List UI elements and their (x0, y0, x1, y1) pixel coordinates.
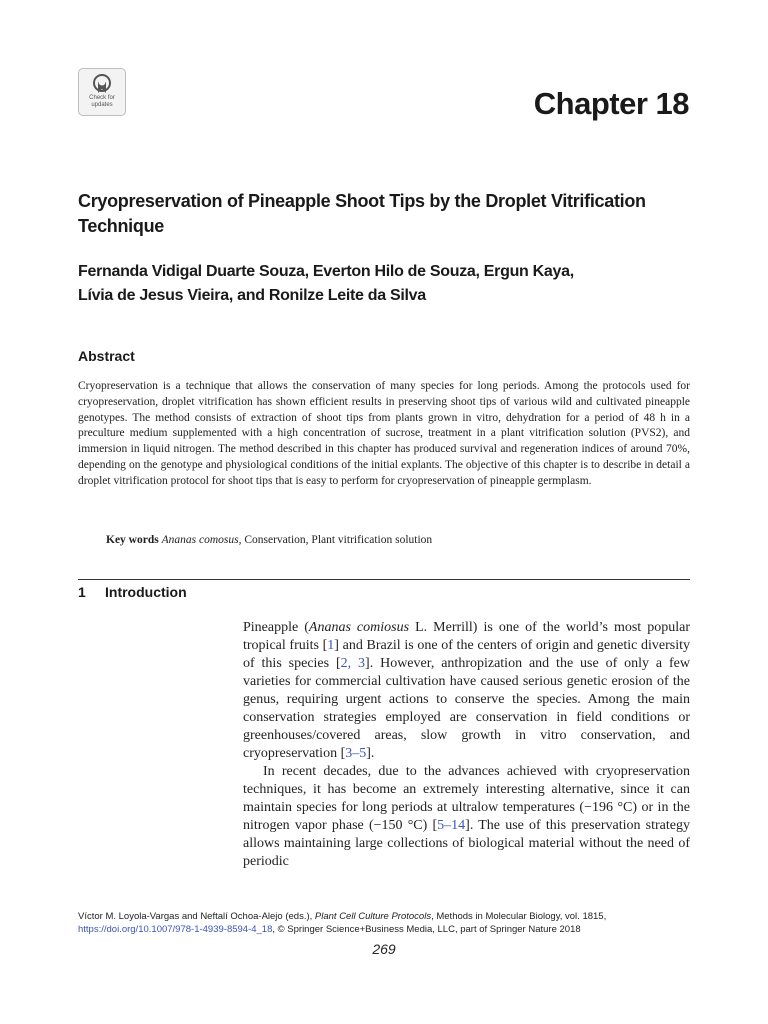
doi-link[interactable]: https://doi.org/10.1007/978-1-4939-8594-4_18 (78, 923, 273, 935)
author-line-1: Fernanda Vidigal Duarte Souza, Everton Hilo de Souza, Ergun Kaya, (78, 263, 574, 280)
text-run: Pineapple ( (243, 620, 309, 635)
badge-label-line2: updates (91, 102, 113, 108)
intro-paragraph-2 (243, 763, 690, 871)
section-heading (78, 584, 187, 600)
citation-link[interactable]: 1 (327, 638, 335, 653)
text-run: ] and Brazil is one of the centers of origin and genetic diversity of this species [ (243, 638, 690, 671)
check-for-updates-badge[interactable] (78, 68, 126, 116)
text-run: ]. However, anthropization and the use of only a few varieties for commercial cultivation have caused serious genetic erosion of the genus, requiring urgent actions to conserve the species. Among the main conservation strategies employed are conservation in field conditions or greenhouses/covered areas, slow growth in vitro conservation, and cryopreservation [ (243, 656, 690, 761)
footer-line-2 (78, 924, 698, 937)
text-run: ]. (366, 746, 375, 761)
text-run: In recent decades, due to the advances achieved with cryopreservation techniques, it has become an extremely interesting alternative, since it can maintain species for long periods at ultralow temperatures (−196 °C) or in the nitrogen vapor phase (−150 °C) [ (243, 764, 690, 833)
chapter-title: Cryopreservation of Pineapple Shoot Tips by the Droplet Vitrification Technique (78, 191, 646, 236)
author-list (78, 260, 698, 308)
keywords-label: Key words (106, 534, 159, 546)
author-line-2: Lívia de Jesus Vieira, and Ronilze Leite da Silva (78, 287, 426, 304)
keywords-rest: , Conservation, Plant vitrification solution (238, 534, 433, 546)
text-run: , © Springer Science+Business Media, LLC, part of Springer Nature 2018 (272, 923, 581, 935)
page-number: 269 (372, 941, 396, 957)
section-number: 1 (78, 584, 86, 600)
book-title: Plant Cell Culture Protocols (314, 911, 432, 922)
text-run: , Methods in Molecular Biology, vol. 1815, (431, 911, 607, 922)
keyword-species: Ananas comosus (161, 534, 239, 546)
intro-paragraph-1 (243, 619, 690, 763)
badge-label-line1: Check for (89, 95, 115, 101)
text-run: L. Merrill) is one of the world’s most popular tropical fruits [ (243, 620, 690, 653)
section-title: Introduction (105, 584, 187, 600)
keywords-line (106, 533, 696, 548)
citation-link[interactable]: 2, 3 (340, 656, 366, 671)
abstract-body: Cryopreservation is a technique that allows the conservation of many species for long periods. Among the protocols used for cryopreservation, droplet vitrification has shown efficient results in preserving shoot tips of various wild and cultivated pineapple genotypes. The method consists of extraction of shoot tips from plants grown in vitro, dehydration for a period of 48 h in a preculture medium supplemented with a high concentration of sucrose, treatment in a plant vitrification solution (PVS2), and immersion in liquid nitrogen. The method described in this chapter has produced survival and regeneration indices of around 70%, depending on the genotype and physiological conditions of the initial explants. The objective of this chapter is to describe in detail a droplet vitrification protocol for shoot tips that is easy to perform for cryopreservation of pineapple germplasm. (78, 380, 690, 487)
citation-footer (78, 911, 698, 936)
chapter-label: Chapter 18 (533, 86, 689, 121)
text-run: ]. The use of this preservation strategy allows maintaining large collections of biological material without the need of periodic (243, 818, 690, 869)
introduction-body (243, 619, 690, 871)
abstract-heading: Abstract (78, 348, 135, 364)
footer-line-1 (78, 911, 698, 924)
text-run: Víctor M. Loyola-Vargas and Neftalí Ochoa-Alejo (eds.), (78, 911, 315, 922)
species-name: Ananas comiosus (308, 620, 410, 635)
citation-link[interactable]: 5–14 (437, 818, 466, 833)
section-divider (78, 579, 690, 580)
bookmark-ribbon-icon (92, 73, 112, 95)
citation-link[interactable]: 3–5 (345, 746, 367, 761)
